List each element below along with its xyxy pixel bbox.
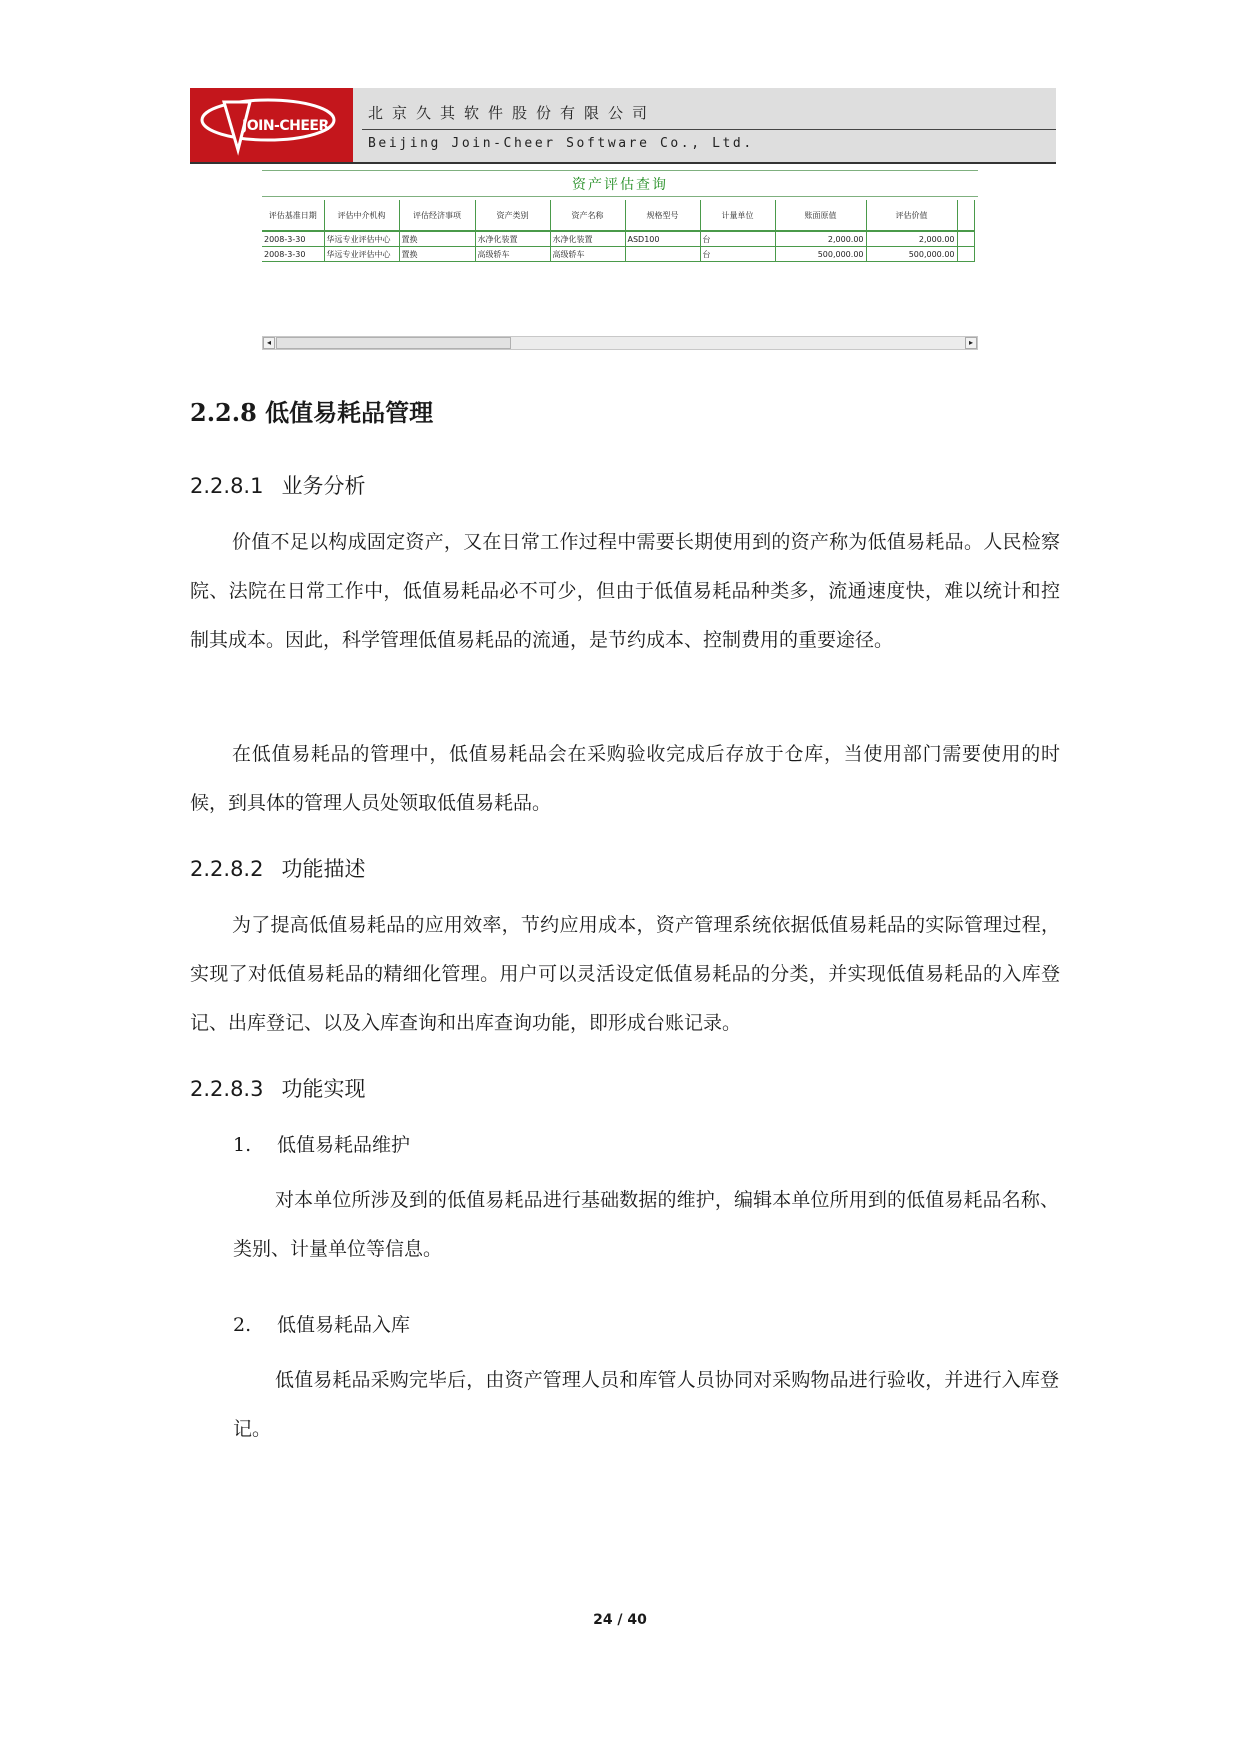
horizontal-scrollbar[interactable]: [262, 336, 978, 350]
cell-filler: [957, 231, 974, 247]
table-row[interactable]: [262, 231, 974, 247]
cell: 水净化装置: [475, 231, 550, 247]
list-number: 1.: [233, 1134, 252, 1156]
asset-evaluation-panel: [262, 170, 978, 354]
cell: 华远专业评估中心: [324, 231, 399, 247]
subsection-title: 业务分析: [281, 474, 366, 498]
title-rule-top: [262, 170, 978, 171]
cell: 华远专业评估中心: [324, 247, 399, 262]
column-header[interactable]: 资产类别: [475, 200, 550, 231]
panel-title: 资产评估查询: [572, 177, 668, 193]
cell: 500,000.00: [775, 247, 866, 262]
paragraph: 价值不足以构成固定资产，又在日常工作过程中需要长期使用到的资产称为低值易耗品。人民检察院、法院在日常工作中，低值易耗品必不可少，但由于低值易耗品种类多，流通速度快，难以统计和控制其成本。因此，科学管理低值易耗品的流通，是节约成本、控制费用的重要途径。: [190, 531, 1060, 651]
logo-text: JOIN-CHEER: [242, 118, 329, 134]
page-number: 24 / 40: [593, 1612, 647, 1628]
cell: 500,000.00: [866, 247, 957, 262]
column-header[interactable]: 资产名称: [550, 200, 625, 231]
cell: 台: [700, 247, 775, 262]
column-header[interactable]: 计量单位: [700, 200, 775, 231]
table-header-row: [262, 200, 974, 231]
column-header[interactable]: 评估中介机构: [324, 200, 399, 231]
cell: 2008-3-30: [262, 247, 324, 262]
subsection-number: 2.2.8.2: [190, 857, 264, 881]
cell: 高级轿车: [475, 247, 550, 262]
scroll-thumb[interactable]: [276, 337, 511, 349]
cell: 置换: [399, 247, 475, 262]
list-title: 低值易耗品维护: [277, 1134, 411, 1156]
cell: 台: [700, 231, 775, 247]
subsection-heading-analysis: [190, 470, 365, 500]
column-header[interactable]: 规格型号: [625, 200, 700, 231]
cell: 水净化装置: [550, 231, 625, 247]
company-logo: [190, 88, 353, 162]
header-divider: [362, 129, 1056, 130]
scroll-right-icon[interactable]: ▸: [965, 337, 977, 349]
subsection-heading-implementation: [190, 1073, 365, 1103]
list-item-inbound: [233, 1310, 410, 1337]
subsection-title: 功能描述: [281, 857, 366, 881]
cell: ASD100: [625, 231, 700, 247]
document-header: [190, 88, 1056, 164]
subsection-number: 2.2.8.3: [190, 1077, 264, 1101]
column-header[interactable]: 评估基准日期: [262, 200, 324, 231]
scroll-left-icon[interactable]: ◂: [263, 337, 275, 349]
cell: 置换: [399, 231, 475, 247]
company-name-cn: 北京久其软件股份有限公司: [368, 104, 657, 122]
subsection-heading-description: [190, 853, 365, 883]
paragraph: 对本单位所涉及到的低值易耗品进行基础数据的维护，编辑本单位所用到的低值易耗品名称、类别、计量单位等信息。: [233, 1189, 1059, 1260]
cell: 2008-3-30: [262, 231, 324, 247]
company-name-en: Beijing Join-Cheer Software Co., Ltd.: [368, 136, 754, 151]
cell: 2,000.00: [775, 231, 866, 247]
column-header[interactable]: 评估经济事项: [399, 200, 475, 231]
list-number: 2.: [233, 1314, 252, 1336]
column-header[interactable]: 评估价值: [866, 200, 957, 231]
cell: [625, 247, 700, 262]
cell: 2,000.00: [866, 231, 957, 247]
paragraph: 低值易耗品采购完毕后，由资产管理人员和库管人员协同对采购物品进行验收，并进行入库登记。: [233, 1369, 1059, 1440]
title-rule-bottom: [262, 196, 978, 197]
table-row[interactable]: [262, 247, 974, 262]
column-header-filler: [957, 200, 974, 231]
subsection-number: 2.2.8.1: [190, 474, 264, 498]
cell: 高级轿车: [550, 247, 625, 262]
evaluation-table: [262, 200, 975, 262]
list-item-maintenance: [233, 1130, 410, 1157]
subsection-title: 功能实现: [281, 1077, 366, 1101]
column-header[interactable]: 账面原值: [775, 200, 866, 231]
paragraph: 为了提高低值易耗品的应用效率，节约应用成本，资产管理系统依据低值易耗品的实际管理过程，实现了对低值易耗品的精细化管理。用户可以灵活设定低值易耗品的分类，并实现低值易耗品的入库登记、出库登记、以及入库查询和出库查询功能，即形成台账记录。: [190, 914, 1060, 1034]
cell-filler: [957, 247, 974, 262]
paragraph: 在低值易耗品的管理中，低值易耗品会在采购验收完成后存放于仓库，当使用部门需要使用的时候，到具体的管理人员处领取低值易耗品。: [190, 743, 1060, 814]
section-heading: 2.2.8 低值易耗品管理: [190, 398, 434, 427]
list-title: 低值易耗品入库: [277, 1314, 411, 1336]
